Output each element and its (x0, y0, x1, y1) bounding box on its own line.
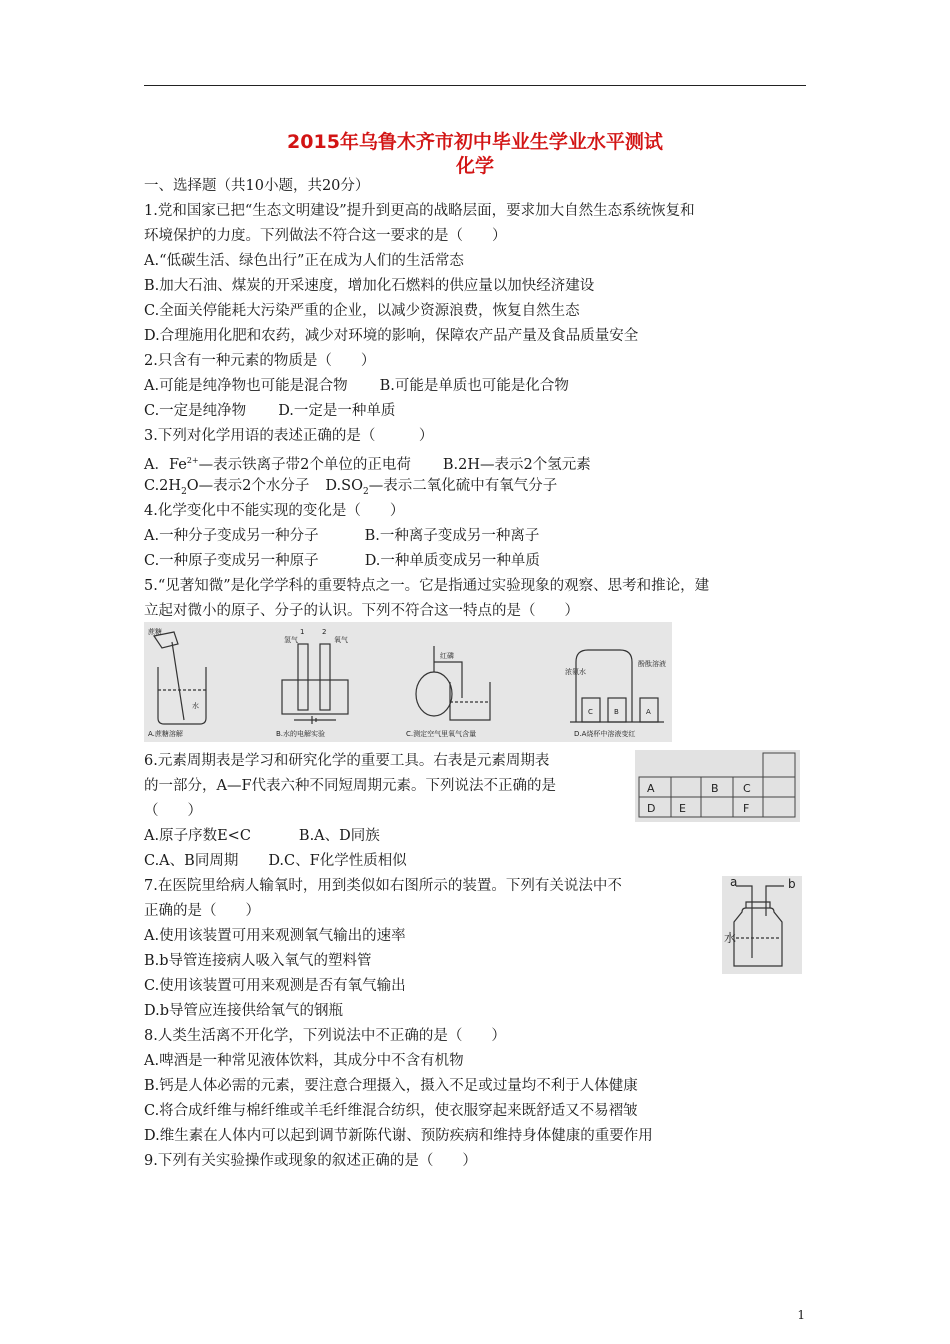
q5-stem-line1: 5.“见著知微”是化学学科的重要特点之一。它是指通过实验现象的观察、思考和推论，建 (144, 578, 710, 594)
q4-options-ab (144, 526, 539, 546)
section-heading: 一、选择题（共10小题，共20分） (144, 178, 370, 194)
q3-options-ab (144, 451, 591, 475)
label-phenolphthalein: 酚酞溶液 (638, 660, 666, 668)
q7-option-b: B.b导管连接病人吸入氧气的塑料管 (144, 953, 372, 969)
label-red-phosphorus: 红磷 (440, 652, 454, 660)
q3-option-a: A．$Fe^{2+}—$表示铁离子带2个单位的正电荷 (144, 456, 411, 473)
q3-option-d: $D.SO_2—$表示二氧化硫中有氧气分子 (325, 478, 558, 497)
q3-stem: 3.下列对化学用语的表述正确的是（ ） (144, 428, 434, 444)
cell-f: F (743, 802, 750, 815)
periodic-table-fragment (635, 750, 800, 822)
q4-stem: 4.化学变化中不能实现的变化是（ ） (144, 503, 405, 519)
q3-options-cd (144, 476, 557, 502)
q1-option-c: C.全面关停能耗大污染严重的企业，以减少资源浪费，恢复自然生态 (144, 303, 580, 319)
q4-option-d: D.一种单质变成另一种单质 (364, 553, 540, 569)
q8-option-b: B.钙是人体必需的元素，要注意合理摄入，摄入不足或过量均不利于人体健康 (144, 1078, 638, 1094)
q2-option-a: A.可能是纯净物也可能是混合物 (144, 378, 348, 394)
q8-option-d: D.维生素在人体内可以起到调节新陈代谢、预防疾病和维持身体健康的重要作用 (144, 1128, 653, 1144)
q8-option-a: A.啤酒是一种常见液体饮料，其成分中不含有机物 (144, 1053, 464, 1069)
page-title: 2015年乌鲁木齐市初中毕业生学业水平测试 (287, 131, 663, 153)
subject-title: 化学 (455, 155, 494, 177)
label-water: 水 (192, 702, 199, 710)
q7-option-a: A.使用该装置可用来观测氧气输出的速率 (144, 928, 406, 944)
label-beaker-a: A (646, 708, 651, 716)
label-water: 水 (724, 931, 737, 945)
q2-option-d: D.一定是一种单质 (278, 403, 396, 419)
q1-option-a: A.“低碳生活、绿色出行”正在成为人们的生活常态 (144, 253, 464, 269)
q2-option-b: B.可能是单质也可能是化合物 (379, 378, 569, 394)
q1-option-d: D.合理施用化肥和农药，减少对环境的影响，保障农产品产量及食品质量安全 (144, 328, 639, 344)
label-tube-a: a (730, 876, 738, 889)
q6-answer-blank: （ ） (144, 803, 202, 819)
q7-option-c: C.使用该装置可用来观测是否有氧气输出 (144, 978, 406, 994)
caption-b: B.水的电解实验 (276, 730, 326, 738)
cell-d: D (647, 802, 656, 815)
q3-option-c: $C.2H_2O—$表示2个水分子 (144, 478, 310, 497)
q8-stem: 8.人类生活离不开化学，下列说法中不正确的是（ ） (144, 1028, 506, 1044)
label-beaker-b: B (614, 708, 619, 716)
q6-stem-line2: 的一部分，A—F代表六种不同短周期元素。下列说法不正确的是 (144, 778, 557, 794)
label-sugar: 蔗糖 (148, 628, 162, 636)
oxygen-humidifier-bottle-icon (722, 876, 802, 974)
label-oxygen: 氧气 (334, 636, 348, 644)
q2-stem: 2.只含有一种元素的物质是（ ） (144, 353, 376, 369)
q8-option-c: C.将合成纤维与棉纤维或羊毛纤维混合纺织，使衣服穿起来既舒适又不易褶皱 (144, 1103, 638, 1119)
q6-option-a: A.原子序数E<C (144, 828, 251, 844)
caption-a: A.蔗糖溶解 (148, 730, 183, 738)
q6-option-b: B.A、D同族 (298, 828, 380, 844)
caption-d: D.A烧杯中溶液变红 (574, 730, 636, 738)
q6-stem-line1: 6.元素周期表是学习和研究化学的重要工具。右表是元素周期表 (144, 753, 550, 769)
cell-a: A (647, 782, 655, 795)
q2-options-cd (144, 401, 395, 421)
label-tube-b: b (788, 877, 796, 891)
q9-stem: 9.下列有关实验操作或现象的叙述正确的是（ ） (144, 1153, 477, 1169)
q6-option-c: C.A、B同周期 (144, 853, 239, 869)
q7-option-d: D.b导管应连接供给氧气的钢瓶 (144, 1003, 343, 1019)
q2-option-c: C.一定是纯净物 (144, 403, 247, 419)
label-ammonia: 浓氨水 (565, 668, 586, 676)
q4-option-c: C.一种原子变成另一种原子 (144, 553, 319, 569)
q5-stem-line2: 立起对微小的原子、分子的认识。下列不符合这一特点的是（ ） (144, 603, 579, 619)
q7-stem-line2: 正确的是（ ） (144, 903, 260, 919)
label-hydrogen: 氢气 (284, 636, 298, 644)
q6-options-ab (144, 826, 380, 846)
page-number: 1 (797, 1308, 805, 1322)
q5-experiment-figure (144, 622, 672, 742)
q2-options-ab (144, 376, 569, 396)
q4-option-a: A.一种分子变成另一种分子 (144, 528, 319, 544)
figure-background (144, 622, 672, 742)
cell-e: E (679, 802, 686, 815)
q6-options-cd (144, 851, 407, 871)
q3-option-b: B.2H—表示2个氢元素 (442, 456, 591, 473)
q1-stem-line1: 1.党和国家已把“生态文明建设”提升到更高的战略层面，要求加大自然生态系统恢复和 (144, 203, 695, 219)
q6-option-d: D.C、F化学性质相似 (268, 853, 407, 869)
q1-option-b: B.加大石油、煤炭的开采速度，增加化石燃料的供应量以加快经济建设 (144, 278, 595, 294)
caption-c: C.测定空气里氧气含量 (406, 730, 477, 738)
header-rule (144, 85, 806, 86)
q1-stem-line2: 环境保护的力度。下列做法不符合这一要求的是（ ） (144, 228, 507, 244)
cell-c: C (743, 782, 751, 795)
q7-stem-line1: 7.在医院里给病人输氧时，用到类似如右图所示的装置。下列有关说法中不 (144, 878, 622, 894)
q4-option-b: B.一种离子变成另一种离子 (364, 528, 540, 544)
q4-options-cd (144, 551, 540, 571)
label-beaker-c: C (588, 708, 593, 716)
label-tube-2: 2 (322, 628, 327, 636)
label-tube-1: 1 (300, 628, 305, 636)
cell-b: B (711, 782, 719, 795)
